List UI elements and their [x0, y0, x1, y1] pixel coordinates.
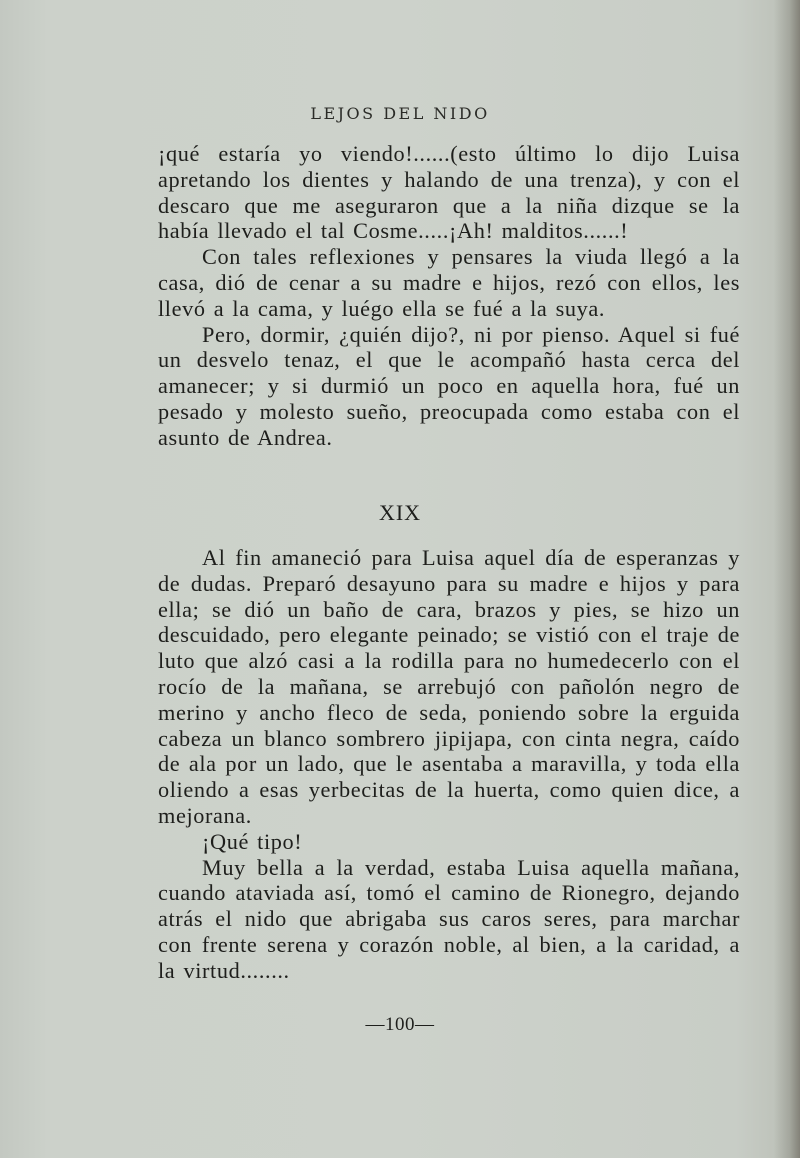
page-number: —100— — [365, 1014, 435, 1035]
paragraph: ¡Qué tipo! — [202, 828, 303, 854]
paragraph: Muy bella a la verdad, estaba Luisa aquella mañana, cuando ataviada así, tomó el camino de Rionegro, dejando atrás el nido que abrigaba sus caros seres, para marchar con frente serena y corazón noble, al bien, a la caridad, a la virtud........ — [158, 854, 740, 983]
running-head: LEJOS DEL NIDO — [310, 104, 490, 123]
paragraph: Con tales reflexiones y pensares la viuda llegó a la casa, dió de cenar a su madre e hijos, rezó con ellos, les llevó a la cama, y luégo ella se fué a la suya. — [158, 244, 740, 321]
paragraph-continuation: ¡qué estaría yo viendo!......(esto último lo dijo Luisa apretando los dientes y halando de una trenza), y con el descaro que me aseguraron que a la niña dizque se la había llevado el tal Cosme.....¡Ah! malditos......! — [158, 141, 740, 244]
page-edge-shadow — [774, 0, 800, 1158]
text-block-before-chapter — [158, 141, 740, 451]
text-block-chapter-body — [158, 545, 740, 984]
paragraph: Al fin amaneció para Luisa aquel día de esperanzas y de dudas. Preparó desayuno para su madre e hijos y para ella; se dió un baño de cara, brazos y pies, se hizo un descuidado, pero elegante peinado; se vistió con el traje de luto que alzó casi a la rodilla para no humedecerlo con el rocío de la mañana, se arrebujó con pañolón negro de merino y ancho fleco de seda, poniendo sobre la erguida cabeza un blanco sombrero jipijapa, con cinta negra, caído de ala por un lado, que le asentaba a maravilla, y toda ella oliendo a esas yerbecitas de la huerta, como quien dice, a mejorana. — [158, 545, 740, 828]
paragraph: Pero, dormir, ¿quién dijo?, ni por pienso. Aquel si fué un desvelo tenaz, el que le acompañó hasta cerca del amanecer; y si durmió un poco en aquella hora, fué un pesado y molesto sueño, preocupada como estaba con el asunto de Andrea. — [158, 321, 740, 450]
chapter-heading: XIX — [378, 500, 422, 525]
